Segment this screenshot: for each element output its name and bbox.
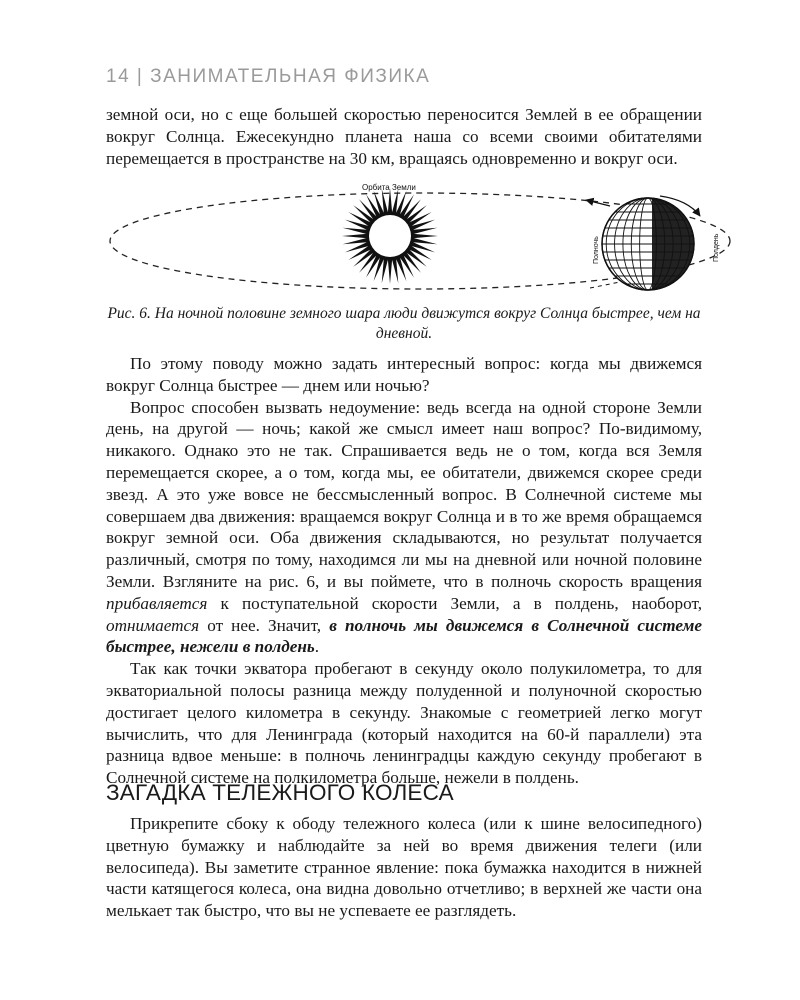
midnight-label: Полночь [593, 236, 600, 264]
emphasis-subtracts: отнимается [106, 615, 200, 635]
earth-globe-icon [602, 198, 698, 290]
emphasis-conclusion: в полночь мы движемся в Солнечной системе быстрее, нежели в полдень [106, 615, 702, 657]
paragraph-answer [106, 397, 702, 659]
paragraph-equator: Так как точки экватора пробегают в секунду около полукилометра, то для экваториальной полосы разница между полуденной и полуночной скоростью достигает целого километра в секунду. Знакомые с геометрией легко могут вычислить, что для Ленинграда (который находится на 60-й параллели) эта разница вдвое меньше: в полночь ленинградцы каждую секунду пробегают в Солнечной системе на полкилометра больше, нежели в полдень. [106, 659, 702, 788]
figure-caption: Рис. 6. На ночной половине земного шара люди движутся вокруг Солнца быстрее, чем на дневной. [107, 305, 701, 342]
answer-text-3: от нее. Значит, [199, 615, 330, 635]
tangent-line [590, 282, 620, 288]
section-body [106, 813, 702, 922]
paragraph-wheel: Прикрепите сбоку к ободу тележного колеса (или к шине велосипедного) цветную бумажку и наблюдайте за ней во время движения телеги (или велосипеда). Вы заметите странное явление: пока бумажка находится в нижней части катящегося колеса, она видна довольно отчетливо; в верхней же части она мелькает так быстро, что вы не успеваете ее разглядеть. [106, 814, 702, 921]
paragraph-question: По этому поводу можно задать интересный вопрос: когда мы движемся вокруг Солнца быстрее — днем или ночью? [106, 354, 702, 395]
figure-earth-orbit [100, 178, 740, 304]
body-text [106, 353, 702, 789]
intro-text: земной оси, но с еще большей скоростью переносится Землей в ее обращении вокруг Солнца. Ежесекундно планета наша со всеми своими обитателями перемещается в пространстве на 30 км, вращаясь одновременно и вокруг оси. [106, 105, 702, 168]
running-head: 14 | ЗАНИМАТЕЛЬНАЯ ФИЗИКА [106, 66, 431, 87]
noon-label: Полдень [713, 233, 720, 262]
answer-text-1: Вопрос способен вызвать недоумение: ведь всегда на одной стороне Земли день, на другой — ночь; какой же смысл имеет наш вопрос? По-видимому, никакого. Однако это не так. Спрашивается ведь не о том, когда вся Земля перемещается скорее, а о том, когда мы, ее обитатели, движемся скорее среди звезд. А это уже вовсе не бессмысленный вопрос. В Солнечной системе мы совершаем два движения: вращаемся вокруг Солнца и в то же время обращаемся вокруг земной оси. Оба движения складываются, но результат получается различный, смотря по тому, находимся ли мы на дневной или ночной половине Земли. Взгляните на рис. 6, и вы поймете, что в полночь скорость вращения [106, 397, 702, 591]
answer-text-2: к поступательной скорости Земли, а в полдень, наоборот, [207, 593, 702, 613]
orbit-label: Орбита Земли [362, 183, 416, 192]
intro-paragraph [106, 104, 702, 169]
answer-end: . [314, 637, 320, 657]
sun-icon [342, 188, 438, 284]
emphasis-adds: прибавляется [106, 593, 208, 613]
section-heading: ЗАГАДКА ТЕЛЕЖНОГО КОЛЕСА [106, 780, 454, 805]
